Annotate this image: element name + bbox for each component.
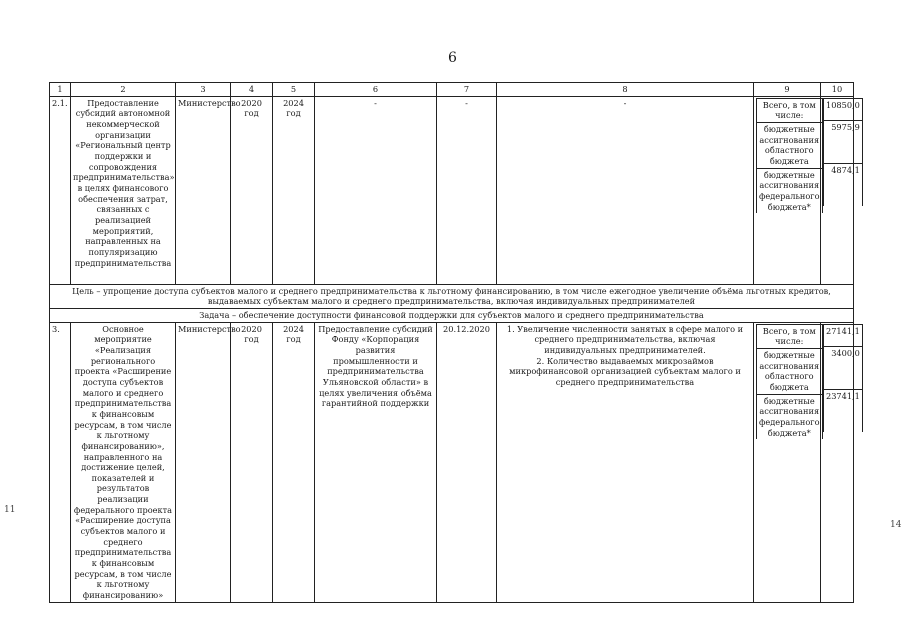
deadline: 20.12.2020 [437,322,497,602]
funding-value: 5975,9 [824,120,863,163]
col-header-2: 2 [71,83,176,97]
funding-labels [754,322,821,602]
funding-value: 10850,0 [824,98,863,120]
funding-label: Всего, в том числе: [757,324,823,348]
funding-labels [754,96,821,284]
funding-label: бюджетные ассигнования областного бюджета [757,122,823,168]
measure-name: Предоставление субсидий автономной некоммерческой организации «Региональный центр поддержки и сопровождения предпринимательства» в целях финансового обеспечения затрат, связанных с реализацией мероприятий, направленных на популяризацию предпринимательства [71,96,176,284]
table-row-2-1 [50,96,854,284]
funding-values [821,96,860,284]
indicator-item: 1. Увеличение численности занятых в сфере малого и среднего предпринимательства, включая индивидуальных предпринимателей. [506,323,744,355]
funding-label: бюджетные ассигнования федерального бюджета* [757,168,823,213]
executor: Министерство [176,96,231,284]
left-margin-mark: 11 [4,505,16,515]
measure-name: Основное мероприятие «Реализация регионального проекта «Расширение доступа субъектов малого и среднего предпринимательства к финансовым ресурсам, в том числе к льготному финансированию», направленного на достижение целей, показателей и результатов реализации федерального проекта «Расширение доступа субъектов малого и среднего предпринимательства к финансовым ресурсам, в том числе к льготному финансированию» [71,322,176,602]
program-table [49,82,860,603]
col-header-7: 7 [437,83,497,97]
col-header-10: 10 [821,83,854,97]
col-header-1: 1 [50,83,71,97]
col-header-4: 4 [231,83,273,97]
start-year: 2020 год [231,96,273,284]
table-row-3 [50,322,854,602]
row-number: 2.1. [50,96,71,284]
funding-value: 27141,1 [824,324,863,346]
end-year: 2024 год [273,322,315,602]
deadline: - [437,96,497,284]
funding-value: 3400,0 [824,346,863,389]
funding-value: 23741,1 [824,389,863,432]
col-header-6: 6 [315,83,437,97]
row-number: 3. [50,322,71,602]
funding-label: Всего, в том числе: [757,98,823,122]
column-number-row [50,83,854,97]
executor: Министерство [176,322,231,602]
col-header-5: 5 [273,83,315,97]
start-year: 2020 год [231,322,273,602]
col-header-9: 9 [754,83,821,97]
funding-label: бюджетные ассигнования областного бюджета [757,348,823,394]
goal-text: Цель – упрощение доступа субъектов малого и среднего предпринимательства к льготному финансированию, в том числе ежегодное увеличение объёма льготных кредитов, выдаваемых субъектам малого и среднего предпринимательства, включая индивидуальных предпринимателей [50,284,854,308]
right-margin-mark: 14 [890,520,902,530]
task-text: Задача – обеспечение доступности финансовой поддержки для субъектов малого и среднего предпринимательства [50,308,854,322]
col-header-3: 3 [176,83,231,97]
indicator-item: 2. Количество выдаваемых микрозаймов микрофинансовой организацией субъектам малого и среднего предпринимательства [509,355,741,387]
col-header-8: 8 [497,83,754,97]
measure-description: Предоставление субсидий Фонду «Корпорация развития промышленности и предпринимательства Ульяновской области» в целях увеличения объёма гарантийной поддержки [315,322,437,602]
task-row [50,308,854,322]
funding-values [821,322,860,602]
indicators: - [497,96,754,284]
funding-value: 4874,1 [824,163,863,206]
page-number: 6 [448,50,457,66]
end-year: 2024 год [273,96,315,284]
measure-description: - [315,96,437,284]
funding-label: бюджетные ассигнования федерального бюджета* [757,394,823,439]
indicators [497,322,754,602]
goal-row [50,284,854,308]
